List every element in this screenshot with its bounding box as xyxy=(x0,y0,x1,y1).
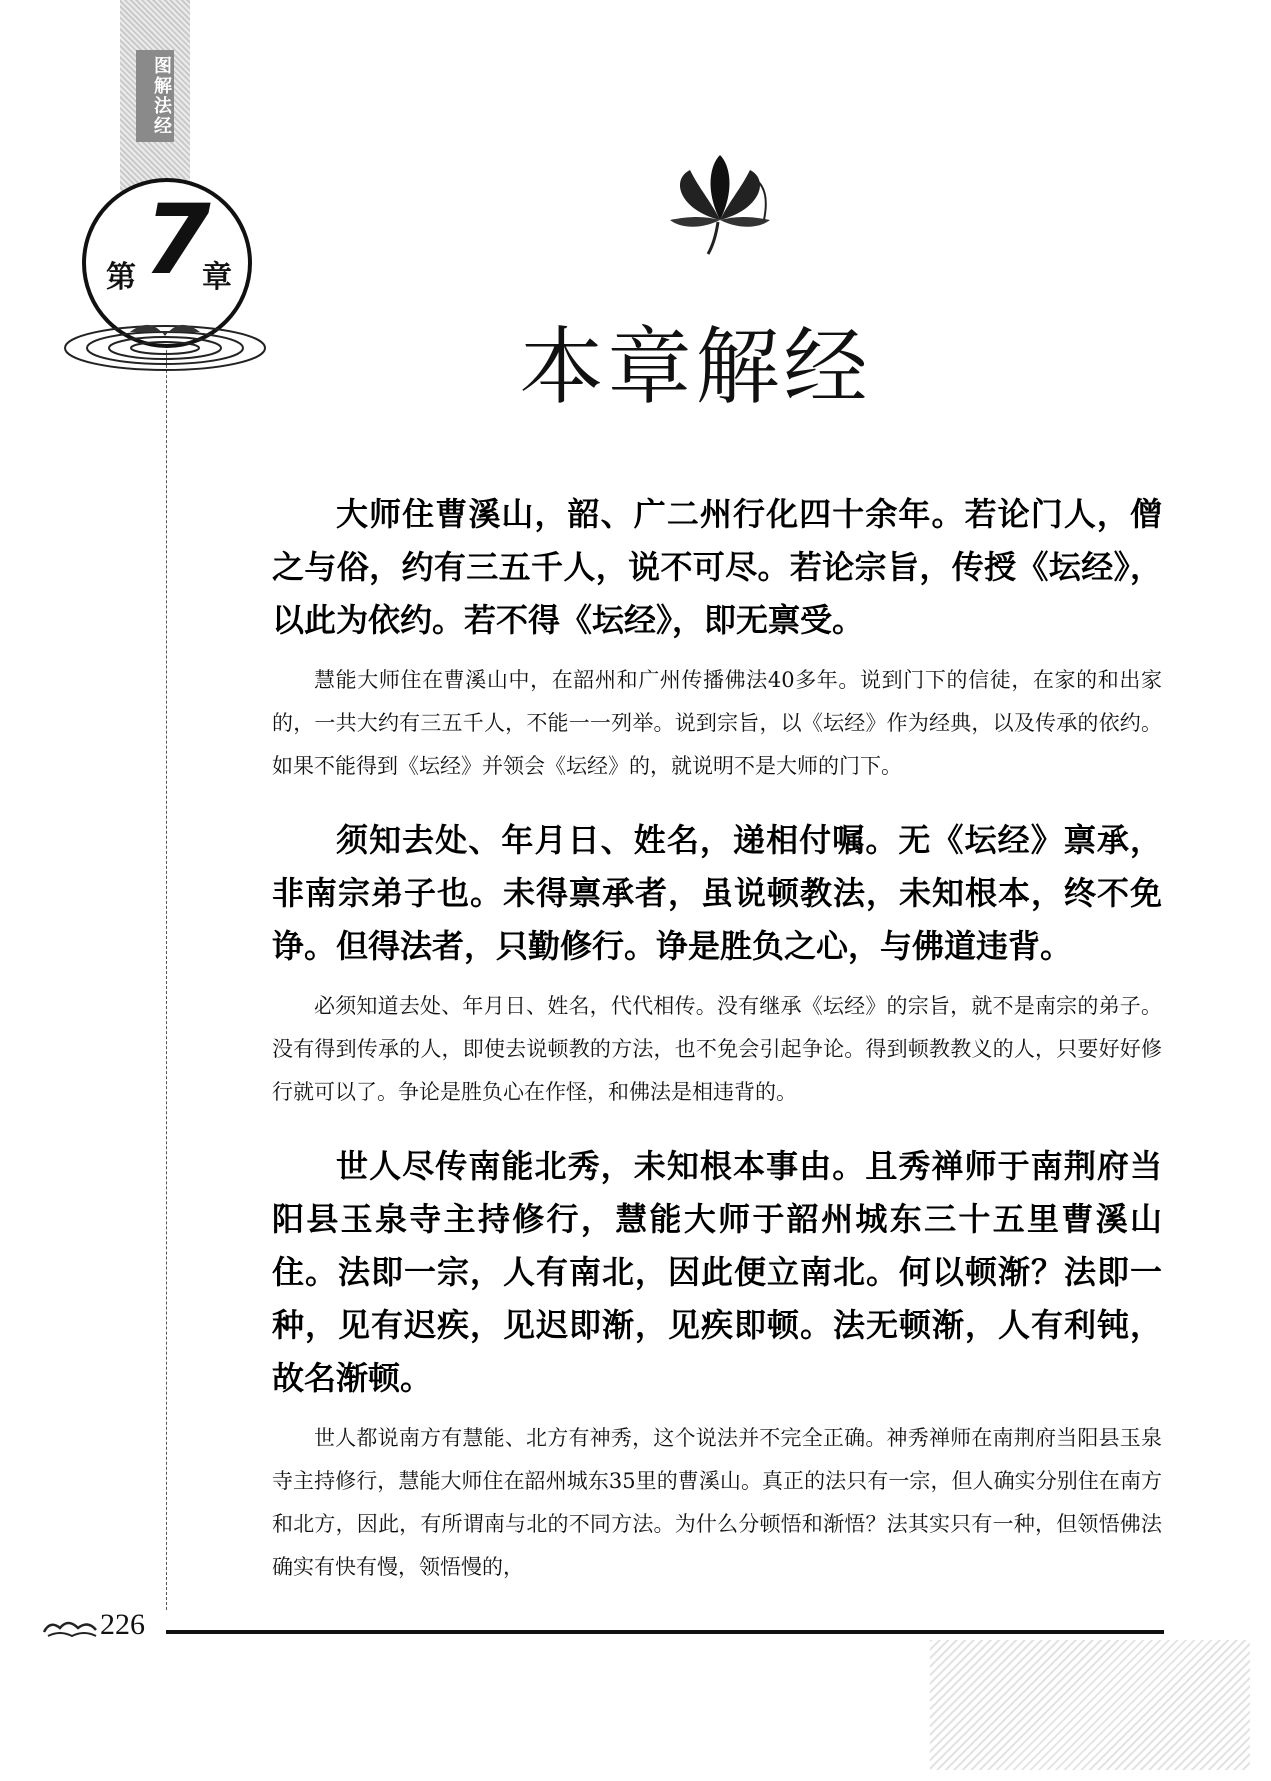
page-number: 226 xyxy=(100,1608,145,1641)
margin-line xyxy=(166,330,168,1610)
chapter-prefix: 第 xyxy=(106,260,136,295)
section xyxy=(272,814,1162,1114)
section xyxy=(272,1140,1162,1589)
scan-speckle xyxy=(930,1640,1250,1770)
lotus-icon xyxy=(660,150,780,260)
source-text: 大师住曹溪山，韶、广二州行化四十余年。若论门人，僧之与俗，约有三五千人，说不可尽。若论宗旨，传授《坛经》，以此为依约。若不得《坛经》，即无禀受。 xyxy=(272,495,1162,639)
chapter-number: 7 xyxy=(144,184,211,296)
page-title: 本章解经 xyxy=(519,318,872,416)
translation-text: 慧能大师住在曹溪山中，在韶州和广州传播佛法40多年。说到门下的信徒，在家的和出家的，一共大约有三五千人，不能一一列举。说到宗旨，以《坛经》作为经典，以及传承的依约。如果不能得到《坛经》并领会《坛经》的，就说明不是大师的门下。 xyxy=(272,668,1162,778)
translation-text: 世人都说南方有慧能、北方有神秀，这个说法并不完全正确。神秀禅师在南荆府当阳县玉泉寺主持修行，慧能大师住在韶州城东35里的曹溪山。真正的法只有一宗，但人确实分别住在南方和北方，因此，有所谓南与北的不同方法。为什么分顿悟和渐悟？法其实只有一种，但领悟佛法确实有快有慢，领悟慢的， xyxy=(272,1426,1162,1579)
side-label: 图解法经 xyxy=(136,50,174,142)
footer-rule xyxy=(166,1630,1164,1634)
chapter-suffix: 章 xyxy=(202,260,232,295)
source-text: 须知去处、年月日、姓名，递相付嘱。无《坛经》禀承，非南宗弟子也。未得禀承者，虽说顿教法，未知根本，终不免诤。但得法者，只勤修行。诤是胜负之心，与佛道违背。 xyxy=(272,821,1162,965)
translation-text: 必须知道去处、年月日、姓名，代代相传。没有继承《坛经》的宗旨，就不是南宗的弟子。没有得到传承的人，即使去说顿教的方法，也不免会引起争论。得到顿教教义的人，只要好好修行就可以了。争论是胜负心在作怪，和佛法是相违背的。 xyxy=(272,994,1162,1104)
content-body xyxy=(272,488,1162,1615)
section xyxy=(272,488,1162,788)
source-text: 世人尽传南能北秀，未知根本事由。且秀禅师于南荆府当阳县玉泉寺主持修行，慧能大师于韶州城东三十五里曹溪山住。法即一宗，人有南北，因此便立南北。何以顿渐？法即一种，见有迟疾，见迟即渐，见疾即顿。法无顿渐，人有利钝，故名渐顿。 xyxy=(272,1147,1162,1397)
cloud-ornament-icon xyxy=(40,1612,100,1642)
